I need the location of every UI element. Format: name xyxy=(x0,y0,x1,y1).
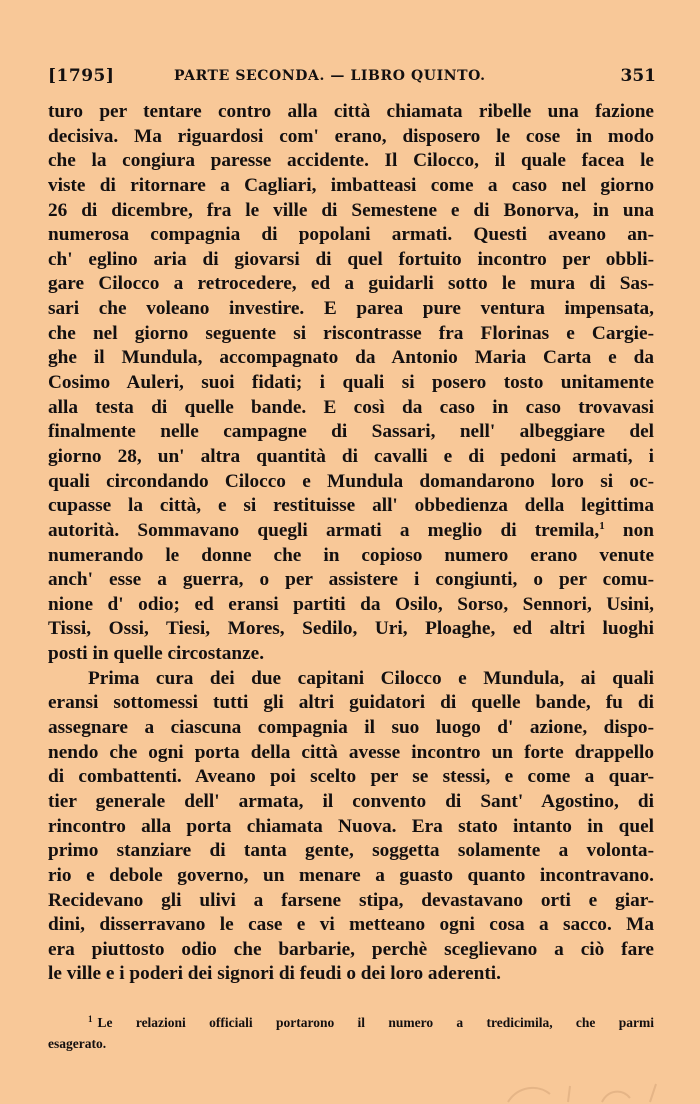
text-line: 26 di dicembre, fra le ville di Semestene e di Bonorva, in una xyxy=(48,199,654,221)
text-line: Tissi, Ossi, Tiesi, Mores, Sedilo, Uri, Ploaghe, ed altri luoghi xyxy=(48,618,654,640)
text-line: Recidevano gli ulivi a farsene stipa, devastavano orti e giar- xyxy=(48,889,654,911)
text-line: nione d' odio; ed eransi partiti da Osilo, Sorso, Sennori, Usini, xyxy=(48,593,654,615)
text-line: assegnare a ciascuna compagnia il suo luogo d' azione, dispo- xyxy=(48,717,654,739)
text-line: numerando le donne che in copioso numero erano venute xyxy=(48,544,654,566)
text-line: nendo che ogni porta della città avesse incontro un forte drappello xyxy=(48,741,654,763)
text-line: ch' eglino aria di giovarsi di quel fortuito incontro per obbli- xyxy=(48,248,654,270)
text-line: decisiva. Ma riguardosi com' erano, disposero le cose in modo xyxy=(48,125,654,147)
paragraph-end-line: posti in quelle circostanze. xyxy=(48,643,265,665)
footnote xyxy=(48,1012,654,1054)
text-line: turo per tentare contro alla città chiamata ribelle una fazione xyxy=(48,101,654,122)
page-number: 351 xyxy=(620,66,656,86)
text-line: numerosa compagnia di popolani armati. Questi aveano an- xyxy=(48,224,654,246)
text-line: che la congiura paresse accidente. Il Cilocco, il quale facea le xyxy=(48,150,654,172)
text-segment: autorità. Sommavano quegli armati a meglio di tremila, xyxy=(48,519,600,541)
footnote-text: Le relazioni officiali portarono il numero a tredicimila, che parmi xyxy=(97,1015,654,1030)
text-line: dini, disserravano le case e vi metteano ogni cosa a sacco. Ma xyxy=(48,914,654,936)
running-title: PARTE SECONDA. — LIBRO QUINTO. xyxy=(174,68,486,84)
paragraph-start-line: Prima cura dei due capitani Cilocco e Mundula, ai quali xyxy=(88,667,654,689)
text-line: cupasse la città, e si restituisse all' obbedienza della legittima xyxy=(48,495,654,517)
text-line: gare Cilocco a retrocedere, ed a guidarli sotto le mura di Sas- xyxy=(48,273,654,295)
text-line: di combattenti. Aveano poi scelto per se stessi, e come a quar- xyxy=(48,766,654,788)
running-header xyxy=(48,66,656,94)
text-line: viste di ritornare a Cagliari, imbatteasi come a caso nel giorno xyxy=(48,174,654,196)
header-year: [1795] xyxy=(48,66,115,86)
footnote-line xyxy=(48,1012,654,1033)
text-line: che nel giorno seguente si riscontrasse fra Florinas e Cargie- xyxy=(48,322,654,344)
text-line: quali circondando Cilocco e Mundula domandarono loro si oc- xyxy=(48,470,654,492)
text-line: rincontro alla porta chiamata Nuova. Era stato intanto in quel xyxy=(48,815,654,837)
text-line: anch' esse a guerra, o per assistere i congiunti, o per comu- xyxy=(48,569,654,591)
text-line: sari che voleano investire. E parea pure ventura impensata, xyxy=(48,298,654,320)
footnote-reference[interactable]: 1 xyxy=(599,519,605,532)
text-line: eransi sottomessi tutti gli altri guidatori di quelle bande, fu di xyxy=(48,692,654,714)
text-line: giorno 28, un' altra quantità di cavalli e di pedoni armati, i xyxy=(48,445,654,467)
text-line-with-note xyxy=(48,519,654,544)
text-line: finalmente nelle campagne di Sassari, nell' albeggiare del xyxy=(48,421,654,443)
text-line: rio e debole governo, un menare a guasto quanto incontravano. xyxy=(48,864,654,886)
scan-watermark xyxy=(490,1076,700,1104)
footnote-marker: 1 xyxy=(88,1014,93,1024)
text-line: Cosimo Auleri, suoi fidati; i quali si posero tosto unitamente xyxy=(48,372,654,394)
text-line: alla testa di quelle bande. E così da caso in caso trovavasi xyxy=(48,396,654,418)
text-line: primo stanziare di tanta gente, soggetta solamente a volonta- xyxy=(48,840,654,862)
text-segment: non xyxy=(622,519,654,541)
text-line: era piuttosto odio che barbarie, perchè sceglievano a ciò fare xyxy=(48,938,654,960)
paragraph-end-line: le ville e i poderi dei signori di feudi o dei loro aderenti. xyxy=(48,963,501,985)
text-line: ghe il Mundula, accompagnato da Antonio Maria Carta e da xyxy=(48,347,654,369)
footnote-line: esagerato. xyxy=(48,1036,107,1051)
main-text xyxy=(48,100,654,987)
text-line: tier generale dell' armata, il convento di Sant' Agostino, di xyxy=(48,790,654,812)
